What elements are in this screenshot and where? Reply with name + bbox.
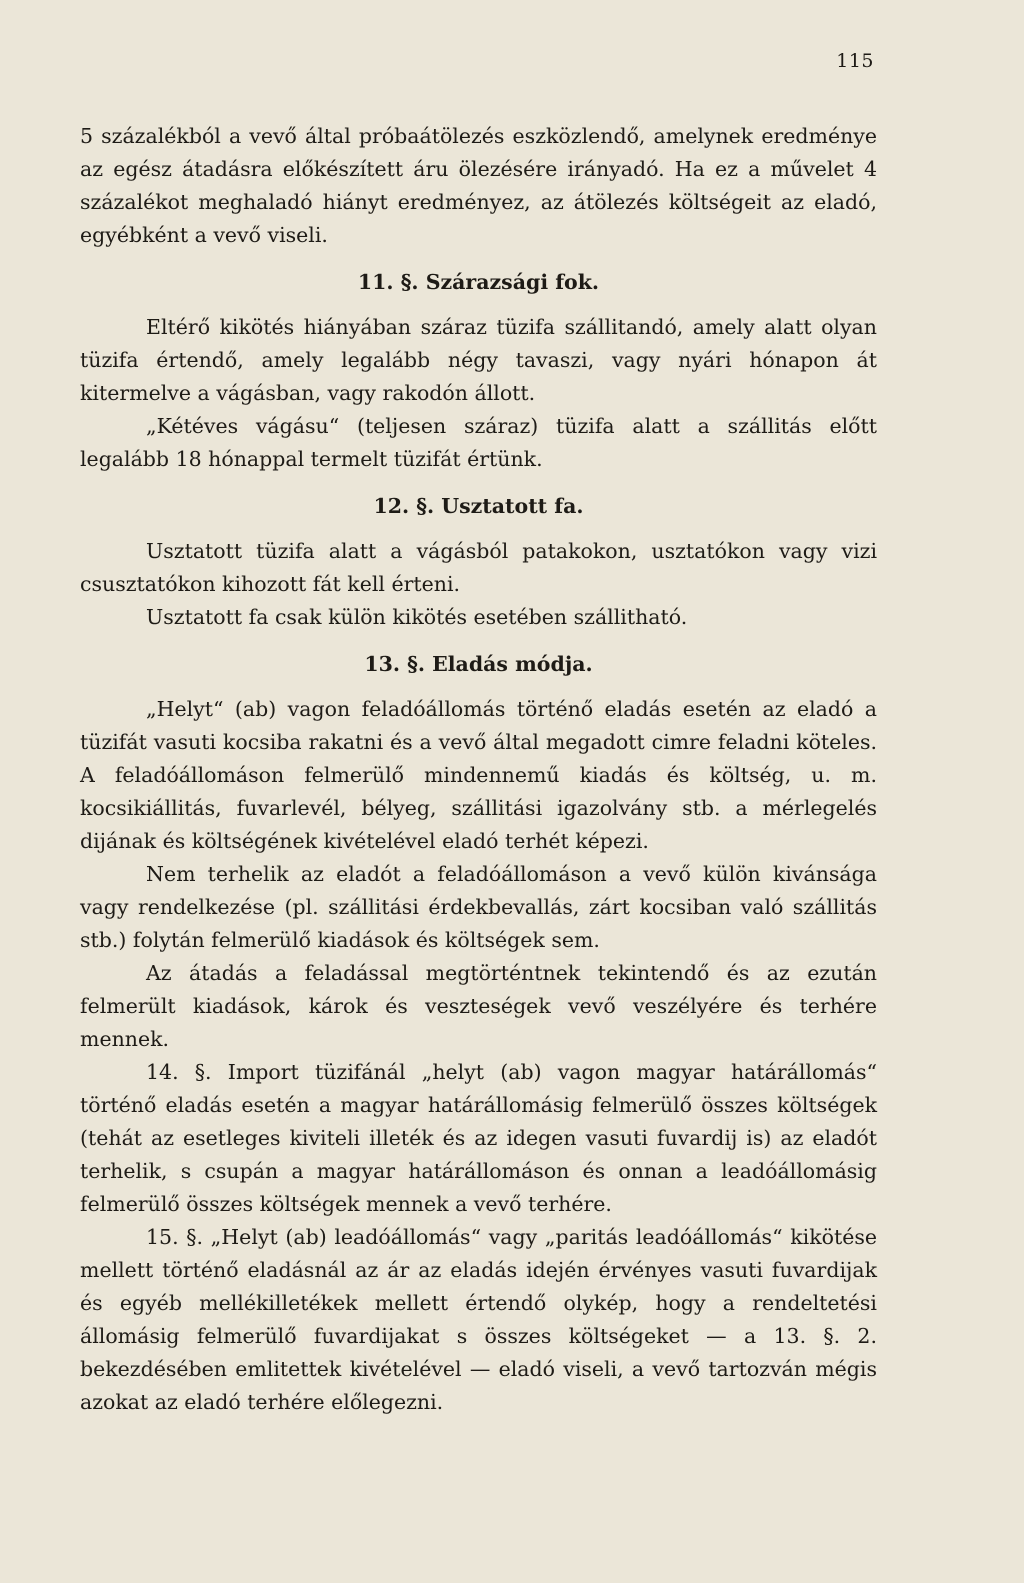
paragraph: 5 százalékból a vevő által próbaátölezés eszközlendő, amelynek eredménye az egész átadásra előkészített áru ölezésére irányadó. Ha ez a művelet 4 százalékot meghaladó hiányt eredményez, az átölezés költségeit az eladó, egyébként a vevő viseli. — [80, 124, 877, 247]
paragraph: 15. §. „Helyt (ab) leadóállomás“ vagy „paritás leadóállomás“ kikötése mellett történő eladásnál az ár az eladás idején érvényes vasuti fuvardijak és egyéb mellékilletékek mellett értendő olykép, hogy a rendeltetési állomásig felmerülő fuvardijakat s összes költségeket — a 13. §. 2. bekezdésében emlitettek kivételével — eladó viseli, a vevő tartozván mégis azokat az eladó terhére előlegezni. — [80, 1225, 877, 1414]
paragraph: Usztatott fa csak külön kikötés esetében szállitható. — [146, 605, 688, 629]
paragraph: Nem terhelik az eladót a feladóállomáson a vevő külön kivánsága vagy rendelkezése (pl. szállitási érdekbevallás, zárt kocsiban való szállitás stb.) folytán felmerülő kiadások és költségek sem. — [80, 862, 877, 952]
paragraph: 14. §. Import tüzifánál „helyt (ab) vagon magyar határállomás“ történő eladás esetén a magyar határállomásig felmerülő összes költségek (tehát az esetleges kiviteli illeték és az idegen vasuti fuvardij is) az eladót terhelik, s csupán a magyar határállomáson és onnan a leadóállomásig felmerülő összes költségek mennek a vevő terhére. — [80, 1060, 877, 1216]
paragraph: Usztatott tüzifa alatt a vágásból patakokon, usztatókon vagy vizi csusztatókon kihozott fát kell érteni. — [80, 539, 877, 596]
paragraph: Eltérő kikötés hiányában száraz tüzifa szállitandó, amely alatt olyan tüzifa értendő, amely legalább négy tavaszi, vagy nyári hónapon át kitermelve a vágásban, vagy rakodón állott. — [80, 315, 877, 405]
section-heading-13: 13. §. Eladás módja. — [364, 652, 593, 676]
paragraph: „Helyt“ (ab) vagon feladóállomás történő eladás esetén az eladó a tüzifát vasuti kocsiba rakatni és a vevő által megadott cimre feladni köteles. A feladóállomáson felmerülő mindennemű kiadás és költség, u. m. kocsikiállitás, fuvarlevél, bélyeg, szállitási igazolvány stb. a mérlegelés dijának és költségének kivételével eladó terhét képezi. — [80, 697, 877, 853]
page-number: 115 — [836, 50, 874, 72]
paragraph: „Kétéves vágásu“ (teljesen száraz) tüzifa alatt a szállitás előtt legalább 18 hónappal termelt tüzifát értünk. — [80, 414, 877, 471]
section-heading-11: 11. §. Szárazsági fok. — [357, 270, 600, 294]
page-body — [80, 120, 877, 1419]
paragraph: Az átadás a feladással megtörténtnek tekintendő és az ezután felmerült kiadások, károk és veszteségek vevő veszélyére és terhére mennek. — [80, 961, 877, 1051]
section-heading-12: 12. §. Usztatott fa. — [373, 494, 584, 518]
